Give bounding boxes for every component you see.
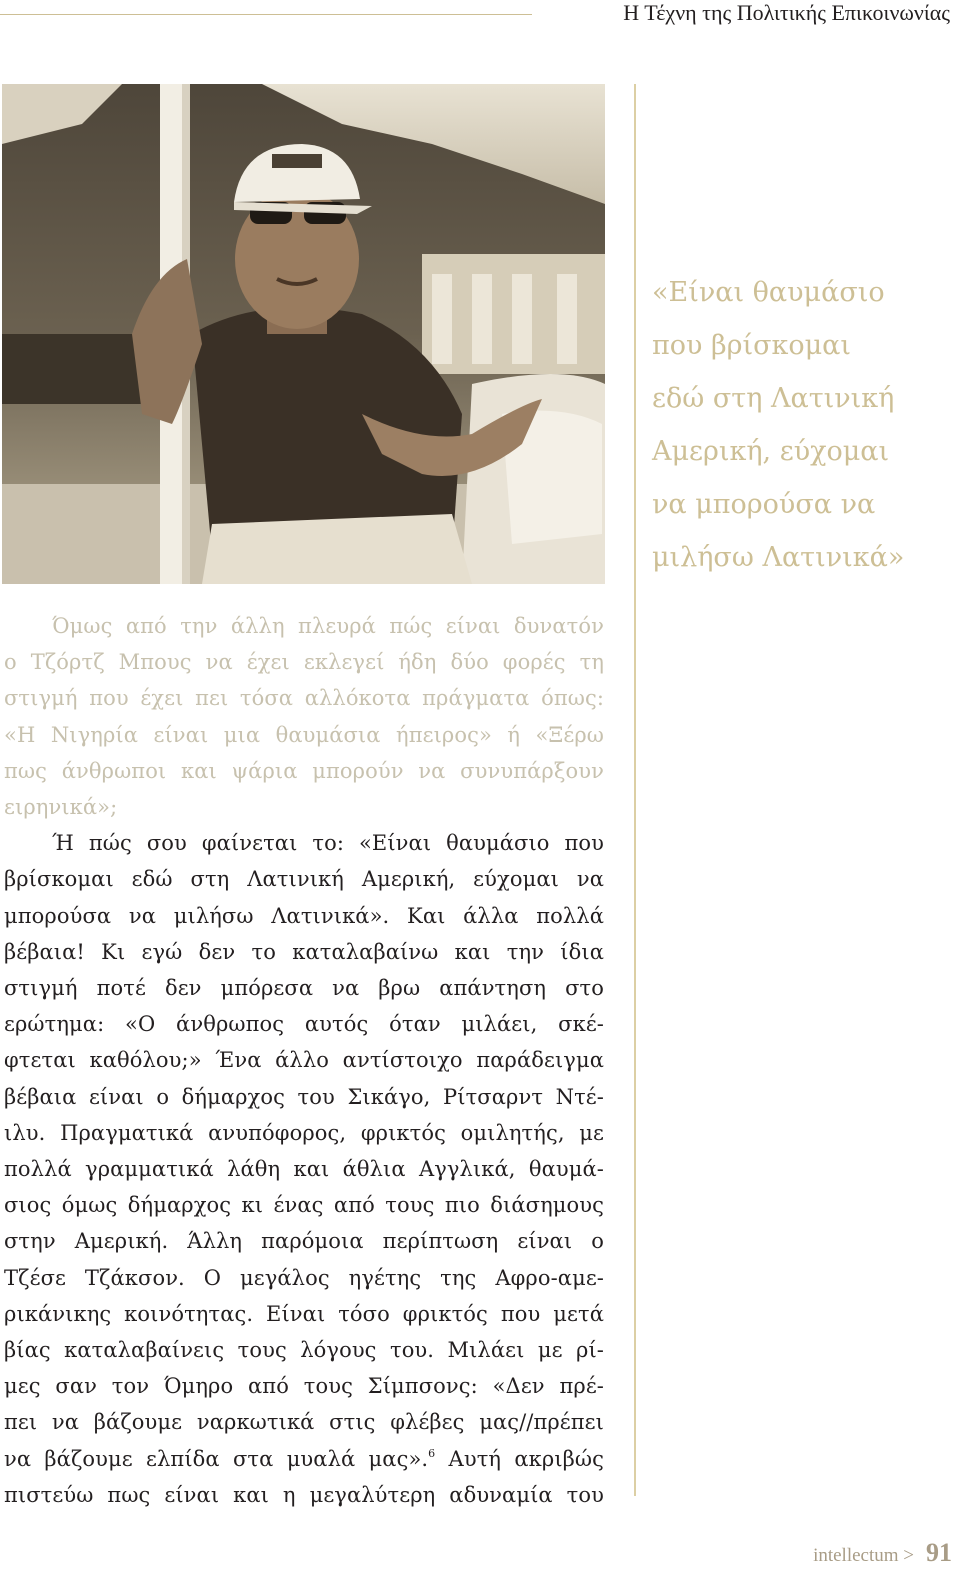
body-line: βέβαια! Κι εγώ δεν το καταλαβαίνω και την ίδια bbox=[4, 939, 604, 964]
footer-brand: intellectum > bbox=[813, 1545, 914, 1566]
body-line: βέβαια είναι ο δήμαρχος του Σικάγο, Ρίτσαρντ Ντέ- bbox=[4, 1084, 604, 1109]
pull-quote-line: μιλήσω Λατινικά» bbox=[652, 542, 905, 573]
article-body bbox=[4, 608, 604, 1513]
body-line: σιος όμως δήμαρχος κι ένας από τους πιο διάσημους bbox=[4, 1193, 604, 1218]
body-line: φτεται καθόλου;» Ένα άλλο αντίστοιχο παράδειγμα bbox=[4, 1048, 604, 1073]
body-line: ειρηνικά»; bbox=[4, 795, 118, 820]
footnote-ref[interactable]: 6 bbox=[428, 1446, 436, 1460]
body-line: στιγμή ποτέ δεν μπόρεσα να βρω απάντηση στο bbox=[4, 976, 604, 1001]
photo-illustration bbox=[2, 84, 605, 584]
body-line: Ή πώς σου φαίνεται το: «Είναι θαυμάσιο που bbox=[52, 831, 604, 856]
body-line: ερώτημα: «Ο άνθρωπος αυτός όταν μιλάει, σκέ- bbox=[4, 1012, 604, 1037]
body-line: βρίσκομαι εδώ στη Λατινική Αμερική, εύχομαι να bbox=[4, 867, 604, 892]
header-rule bbox=[0, 14, 532, 15]
pull-quote-line: να μπορούσα να bbox=[652, 489, 876, 520]
column-divider bbox=[634, 84, 636, 1496]
body-text-segment: να βάζουμε ελπίδα στα μυαλά μας». bbox=[4, 1446, 429, 1471]
body-text-segment: Αυτή ακριβώς bbox=[435, 1446, 604, 1471]
pull-quote-line: που βρίσκομαι bbox=[652, 330, 851, 361]
body-line: πει να βάζουμε ναρκωτικά στις φλέβες μας//πρέπει bbox=[4, 1410, 604, 1435]
pull-quote-line: Αμερική, εύχομαι bbox=[652, 436, 890, 467]
body-line: πολλά γραμματικά λάθη και άθλια Αγγλικά, θαυμά- bbox=[4, 1157, 604, 1182]
body-line: Τζέσε Τζάκσον. Ο μεγάλος ηγέτης της Αφρο-αμε- bbox=[4, 1265, 604, 1290]
pull-quote bbox=[652, 266, 952, 584]
page-footer bbox=[813, 1538, 952, 1574]
body-line: πιστεύω πως είναι και η μεγαλύτερη αδυναμία του bbox=[4, 1482, 604, 1507]
body-line: μες σαν τον Όμηρο από τους Σίμπσονς: «Δεν πρέ- bbox=[4, 1374, 604, 1399]
body-line-with-footnote bbox=[4, 1441, 604, 1477]
body-line: ο Τζόρτζ Μπους να έχει εκλεγεί ήδη δύο φορές τη bbox=[4, 650, 604, 675]
body-line: μπορούσα να μιλήσω Λατινικά». Και άλλα πολλά bbox=[4, 903, 604, 928]
body-line: στιγμή που έχει πει τόσα αλλόκοτα πράγματα όπως: bbox=[4, 686, 604, 711]
paragraph-bush-quotes bbox=[4, 608, 604, 825]
body-line: πως άνθρωποι και ψάρια μπορούν να συνυπάρξουν bbox=[4, 758, 604, 783]
pull-quote-line: εδώ στη Λατινική bbox=[652, 383, 895, 414]
pull-quote-line: «Είναι θαυμάσιο bbox=[652, 277, 885, 308]
body-line: Όμως από την άλλη πλευρά πώς είναι δυνατόν bbox=[52, 614, 604, 638]
paragraph-examples bbox=[4, 825, 604, 1513]
body-line: στην Αμερική. Άλλη παρόμοια περίπτωση είναι ο bbox=[4, 1229, 604, 1254]
body-line: «Η Νιγηρία είναι μια θαυμάσια ήπειρος» ή «Ξέρω bbox=[4, 722, 604, 747]
body-line: ιλυ. Πραγματικά ανυπόφορος, φρικτός ομιλητής, με bbox=[4, 1120, 604, 1145]
photo-man-in-cap bbox=[2, 84, 605, 584]
page-number: 91 bbox=[926, 1538, 952, 1567]
body-line: βίας καταλαβαίνεις τους λόγους του. Μιλάει με ρί- bbox=[4, 1338, 604, 1363]
running-title: Η Τέχνη της Πολιτικής Επικοινωνίας bbox=[623, 0, 950, 25]
body-line: ρικάνικης κοινότητας. Είναι τόσο φρικτός που μετά bbox=[4, 1301, 604, 1326]
